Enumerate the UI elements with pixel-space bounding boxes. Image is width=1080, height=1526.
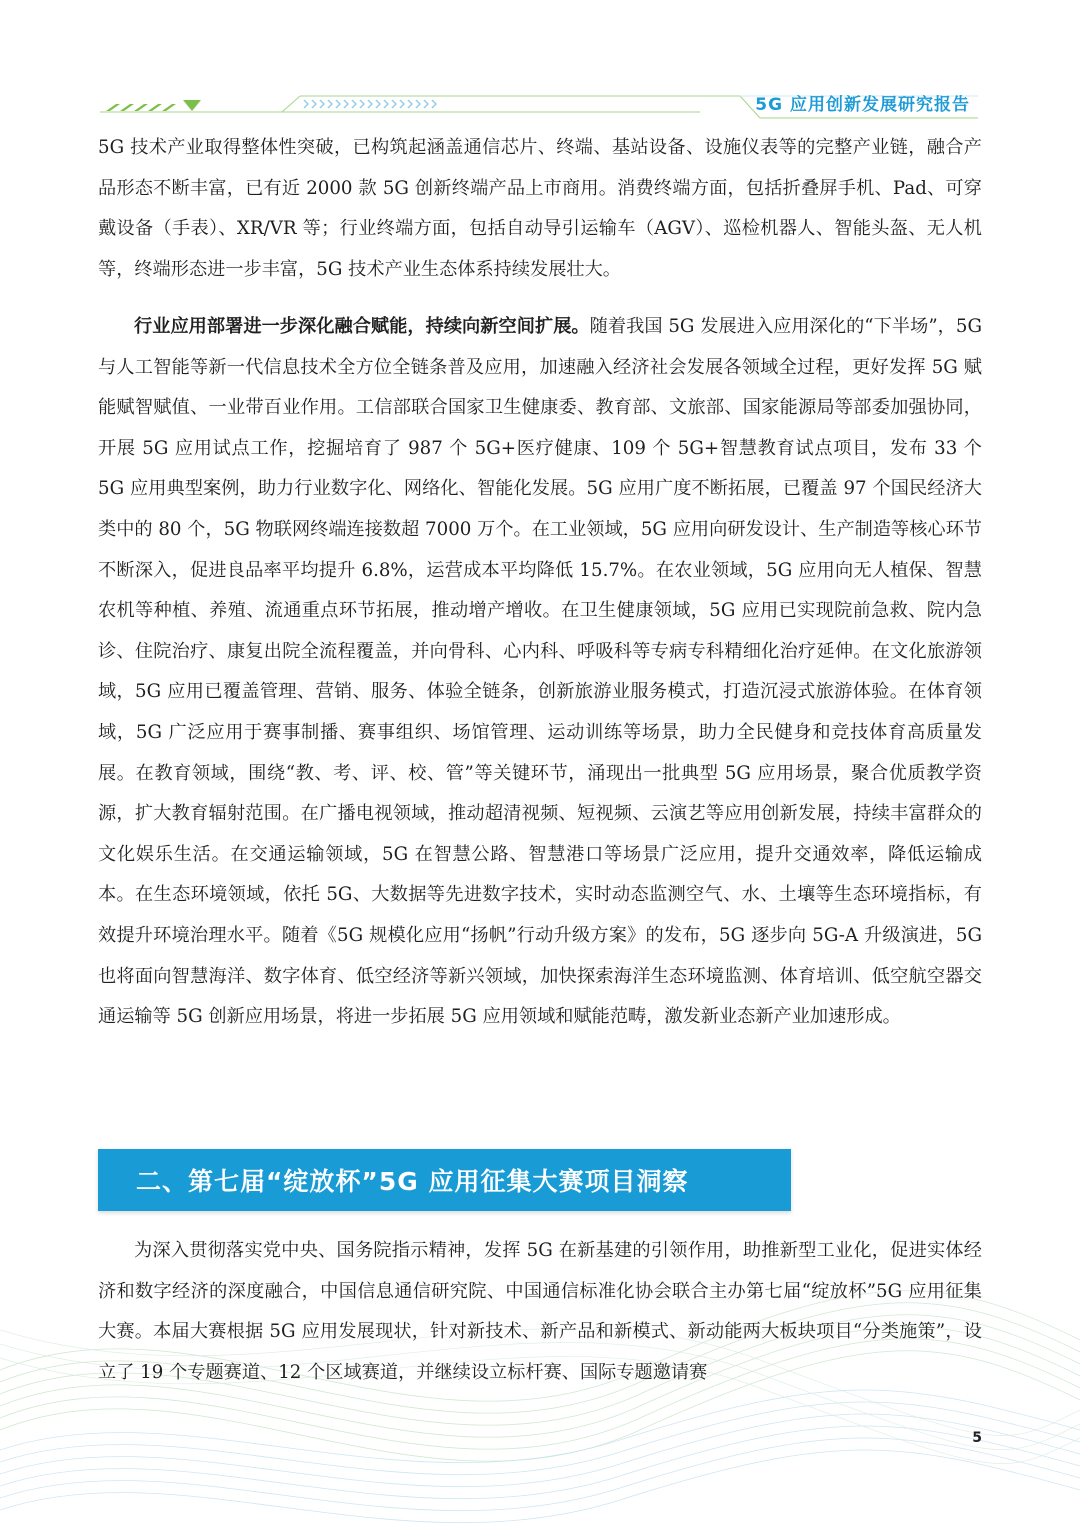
- section-title: 二、第七届“绽放杯”5G 应用征集大赛项目洞察: [136, 1167, 689, 1196]
- paragraph-text: 5G 技术产业取得整体性突破，已构筑起涵盖通信芯片、终端、基站设备、设施仪表等的完整产业链，融合产品形态不断丰富，已有近 2000 款 5G 创新终端产品上市商用。消费终端方面，包括折叠屏手机、Pad、可穿戴设备（手表）、XR/VR 等；行业终端方面，包括自动导引运输车（AGV）、巡检机器人、智能头盔、无人机等，终端形态进一步丰富，5G 技术产业生态体系持续发展壮大。: [98, 137, 982, 280]
- paragraph-text: 为深入贯彻落实党中央、国务院指示精神，发挥 5G 在新基建的引领作用，助推新型工业化，促进实体经济和数字经济的深度融合，中国信息通信研究院、中国通信标准化协会联合主办第七届“绽放杯”5G 应用征集大赛。本届大赛根据 5G 应用发展现状，针对新技术、新产品和新模式、新动能两大板块项目“分类施策”，设立了 19 个专题赛道、12 个区域赛道，并继续设立标杆赛、国际专题邀请赛: [98, 1240, 982, 1383]
- paragraph-applications: [98, 307, 982, 1038]
- paragraph-lead: 行业应用部署进一步深化融合赋能，持续向新空间扩展。: [134, 316, 590, 337]
- paragraph-industry: [98, 128, 982, 290]
- paragraph-text: 随着我国 5G 发展进入应用深化的“下半场”，5G 与人工智能等新一代信息技术全方位全链条普及应用，加速融入经济社会发展各领域全过程，更好发挥 5G 赋能赋智赋值、一业带百业作用。工信部联合国家卫生健康委、教育部、文旅部、国家能源局等部委加强协同，开展 5G 应用试点工作，挖掘培育了 987 个 5G+医疗健康、109 个 5G+智慧教育试点项目，发布 33 个 5G 应用典型案例，助力行业数字化、网络化、智能化发展。5G 应用广度不断拓展，已覆盖 97 个国民经济大类中的 80 个，5G 物联网终端连接数超 7000 万个。在工业领域，5G 应用向研发设计、生产制造等核心环节不断深入，促进良品率平均提升 6.8%，运营成本平均降低 15.7%。在农业领域，5G 应用向无人植保、智慧农机等种植、养殖、流通重点环节拓展，推动增产增收。在卫生健康领域，5G 应用已实现院前急救、院内急诊、住院治疗、康复出院全流程覆盖，并向骨科、心内科、呼吸科等专病专科精细化治疗延伸。在文化旅游领域，5G 应用已覆盖管理、营销、服务、体验全链条，创新旅游业服务模式，打造沉浸式旅游体验。在体育领域，5G 广泛应用于赛事制播、赛事组织、场馆管理、运动训练等场景，助力全民健身和竞技体育高质量发展。在教育领域，围绕“教、考、评、校、管”等关键环节，涌现出一批典型 5G 应用场景，聚合优质教学资源，扩大教育辐射范围。在广播电视领域，推动超清视频、短视频、云演艺等应用创新发展，持续丰富群众的文化娱乐生活。在交通运输领域，5G 在智慧公路、智慧港口等场景广泛应用，提升交通效率，降低运输成本。在生态环境领域，依托 5G、大数据等先进数字技术，实时动态监测空气、水、土壤等生态环境指标，有效提升环境治理水平。随着《5G 规模化应用“扬帆”行动升级方案》的发布，5G 逐步向 5G-A 升级演进，5G 也将面向智慧海洋、数字体育、低空经济等新兴领域，加快探索海洋生态环境监测、体育培训、低空航空器交通运输等 5G 创新应用场景，将进一步拓展 5G 应用领域和赋能范畴，激发新业态新产业加速形成。: [98, 316, 982, 1028]
- page-header: [0, 0, 1080, 130]
- section-banner: [98, 1149, 791, 1211]
- page-number: 5: [972, 1430, 982, 1446]
- report-title: 5G 应用创新发展研究报告: [755, 95, 970, 115]
- paragraph-contest-intro: [98, 1231, 982, 1393]
